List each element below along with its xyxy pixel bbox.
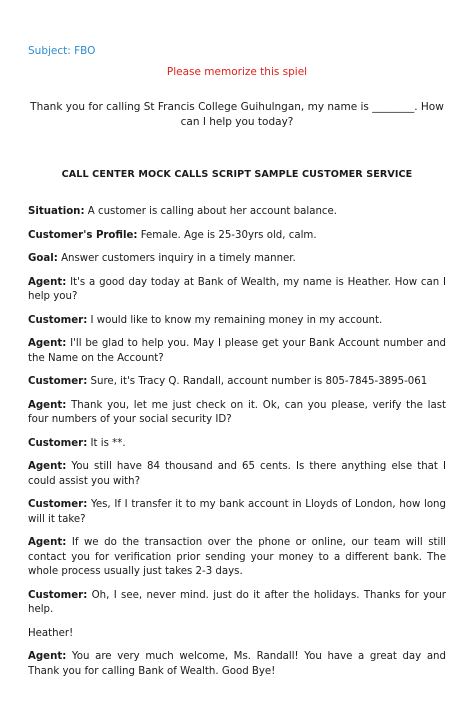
script-paragraph xyxy=(28,460,446,489)
script-paragraph xyxy=(28,337,446,366)
speaker-label: Customer: xyxy=(28,376,88,387)
script-paragraph xyxy=(28,650,446,679)
greeting-spiel: Thank you for calling St Francis College Guihulngan, my name is ________. How can I help you today? xyxy=(30,101,444,128)
script-paragraph xyxy=(28,498,446,527)
speaker-label: Customer's Profile: xyxy=(28,229,138,241)
script-body xyxy=(28,205,446,688)
script-paragraph xyxy=(28,276,446,305)
speaker-label: Customer: xyxy=(28,499,88,510)
speaker-label: Agent: xyxy=(28,461,67,472)
paragraph-text: Thank you, let me just check on it. Ok, can you please, verify the last four numbers of your social security ID? xyxy=(28,399,446,425)
script-paragraph xyxy=(28,229,446,244)
script-paragraph xyxy=(28,399,446,428)
paragraph-text: It is **. xyxy=(90,437,126,449)
memorize-note: Please memorize this spiel xyxy=(166,66,308,78)
document-title: CALL CENTER MOCK CALLS SCRIPT SAMPLE CUSTOMER SERVICE xyxy=(61,169,413,180)
script-paragraph xyxy=(28,437,446,452)
speaker-label: Agent: xyxy=(28,338,67,349)
script-paragraph xyxy=(28,205,446,220)
script-paragraph xyxy=(28,314,446,329)
paragraph-text: Heather! xyxy=(28,627,74,639)
paragraph-text: Answer customers inquiry in a timely manner. xyxy=(61,253,296,264)
paragraph-text: If we do the transaction over the phone or online, our team will still contact you for verification prior sending your money to a different bank. The whole process usually just takes 2-3 days. xyxy=(28,537,446,577)
speaker-label: Agent: xyxy=(28,399,67,411)
script-paragraph xyxy=(28,536,446,580)
paragraph-text: You still have 84 thousand and 65 cents. Is there anything else that I could assist you with? xyxy=(28,461,446,487)
speaker-label: Agent: xyxy=(28,276,67,288)
paragraph-text: I would like to know my remaining money in my account. xyxy=(90,314,383,326)
speaker-label: Agent: xyxy=(28,537,67,548)
paragraph-text: Yes, If I transfer it to my bank account in Lloyds of London, how long will it take? xyxy=(28,499,446,525)
speaker-label: Customer: xyxy=(28,437,88,449)
speaker-label: Goal: xyxy=(28,253,58,264)
paragraph-text: I'll be glad to help you. May I please get your Bank Account number and the Name on the Account? xyxy=(28,338,446,364)
speaker-label: Agent: xyxy=(28,651,67,662)
subject-line: Subject: FBO xyxy=(28,45,96,57)
script-paragraph xyxy=(28,375,446,390)
script-paragraph xyxy=(28,589,446,618)
speaker-label: Customer: xyxy=(28,589,88,601)
script-paragraph xyxy=(28,252,446,267)
paragraph-text: Female. Age is 25-30yrs old, calm. xyxy=(140,229,317,241)
paragraph-text: A customer is calling about her account balance. xyxy=(87,206,338,217)
script-paragraph xyxy=(28,627,446,642)
paragraph-text: You are very much welcome, Ms. Randall! You have a great day and Thank you for calling Bank of Wealth. Good Bye! xyxy=(28,651,446,677)
paragraph-text: Sure, it's Tracy Q. Randall, account number is 805-7845-3895-061 xyxy=(90,376,428,387)
speaker-label: Situation: xyxy=(28,206,85,217)
paragraph-text: Oh, I see, never mind. just do it after the holidays. Thanks for your help. xyxy=(28,589,446,615)
speaker-label: Customer: xyxy=(28,314,88,326)
paragraph-text: It's a good day today at Bank of Wealth, my name is Heather. How can I help you? xyxy=(28,276,446,302)
